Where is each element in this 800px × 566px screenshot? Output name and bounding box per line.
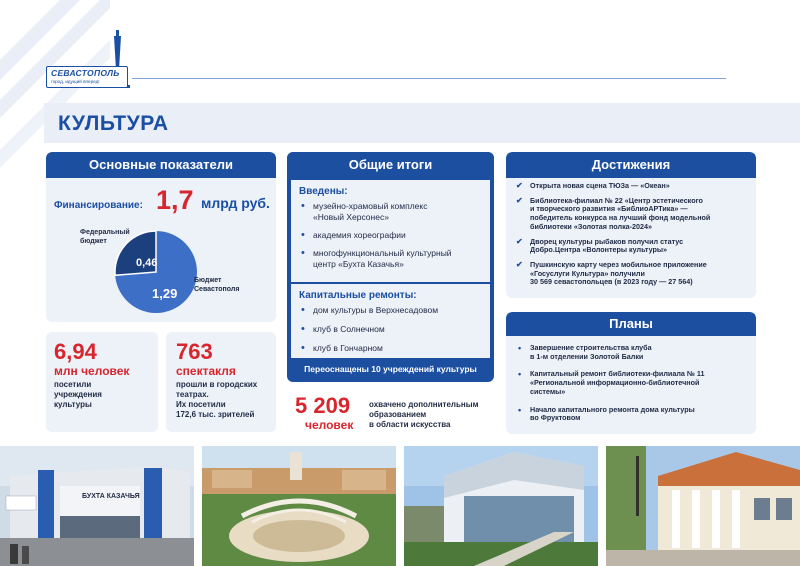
plays-line2: театрах. bbox=[176, 390, 209, 399]
city-budget-label bbox=[194, 276, 239, 294]
education-line3: в области искусства bbox=[369, 420, 451, 429]
introduced-item-line: • многофункциональный культурный bbox=[313, 248, 452, 258]
introduced-item bbox=[291, 230, 490, 241]
plan-item bbox=[516, 370, 746, 396]
visitors-desc bbox=[54, 380, 102, 410]
logo-subtitle: город, идущий вперед! bbox=[51, 79, 100, 84]
education-unit: человек bbox=[305, 418, 354, 432]
achievements-header: Достижения bbox=[506, 152, 756, 178]
education-stat bbox=[287, 392, 494, 434]
plan-item bbox=[516, 406, 746, 423]
achievement-line: Библиотека-филиал № 22 «Центр эстетического bbox=[530, 195, 703, 205]
visitors-unit: млн человек bbox=[54, 364, 130, 378]
introduced-item-line: «Новый Херсонес» bbox=[313, 212, 389, 222]
financing-label: Финансирование: bbox=[54, 200, 143, 211]
federal-value: 0,46 bbox=[136, 257, 158, 269]
repair-item: • клуб в Солнечном bbox=[291, 324, 490, 335]
achievement-item bbox=[516, 197, 746, 232]
city-logo bbox=[46, 30, 132, 90]
plays-line1: прошли в городских bbox=[176, 380, 258, 389]
page-title: КУЛЬТУРА bbox=[58, 112, 169, 135]
title-band bbox=[44, 103, 800, 143]
check-icon: ✔ bbox=[516, 259, 523, 269]
introduced-title: Введены: bbox=[299, 186, 348, 197]
repairs-section bbox=[291, 284, 490, 358]
plan-line: Начало капитального ремонта дома культуры bbox=[530, 404, 695, 414]
achievement-item bbox=[516, 238, 746, 255]
visitors-line2: учреждения bbox=[54, 390, 102, 399]
achievement-line: библиотеки «Золотая полка-2024» bbox=[530, 221, 653, 231]
achievement-line: и творческого развития «БиблиоАРТика» — bbox=[530, 204, 688, 214]
achievements-list bbox=[506, 178, 756, 287]
photo-choreography-academy bbox=[404, 446, 598, 566]
bullet-icon: • bbox=[518, 343, 522, 353]
plan-line: Капитальный ремонт библиотеки-филиала № 11 bbox=[530, 369, 705, 379]
introduced-item-line: • академия хореографии bbox=[313, 230, 406, 240]
plays-unit: спектакля bbox=[176, 364, 236, 378]
introduced-item bbox=[291, 201, 490, 223]
logo-title: СЕВАСТОПОЛЬ bbox=[51, 68, 120, 78]
plans-panel bbox=[506, 312, 756, 434]
logo-box bbox=[46, 66, 128, 88]
indicators-header: Основные показатели bbox=[46, 152, 276, 178]
education-value: 5 209 bbox=[295, 393, 351, 418]
repair-item: • дом культуры в Верхнесадовом bbox=[291, 305, 490, 316]
plans-list bbox=[506, 336, 756, 423]
plan-item bbox=[516, 344, 746, 361]
indicators-panel bbox=[46, 152, 276, 322]
plans-header: Планы bbox=[506, 312, 756, 336]
photo-rural-club bbox=[606, 446, 800, 566]
achievement-line: «Госуслуги Культура» получили bbox=[530, 268, 645, 278]
city-label-line2: Севастополя bbox=[194, 286, 240, 293]
introduced-item-line: • музейно-храмовый комплекс bbox=[313, 201, 428, 211]
education-line2: образованием bbox=[369, 410, 427, 419]
plan-line: «Региональной информационно-библиотечной bbox=[530, 378, 700, 388]
repair-item: • клуб в Гончарном bbox=[291, 343, 490, 354]
introduced-section bbox=[291, 180, 490, 282]
achievement-line: Открыта новая сцена ТЮЗа — «Океан» bbox=[530, 181, 670, 190]
bullet-icon: • bbox=[518, 369, 522, 380]
plays-stat bbox=[166, 332, 276, 432]
federal-label-line1: Федеральный bbox=[80, 229, 130, 236]
federal-label-line2: бюджет bbox=[80, 238, 107, 245]
plan-line: Завершение строительства клуба bbox=[530, 343, 652, 352]
header-divider bbox=[132, 78, 726, 79]
photo-culture-center bbox=[0, 446, 194, 566]
check-icon: ✔ bbox=[516, 181, 523, 190]
plan-line: в 1-м отделении Золотой Балки bbox=[530, 351, 644, 361]
check-icon: ✔ bbox=[516, 236, 523, 246]
achievement-line: победитель конкурса на лучший фонд модельной bbox=[530, 213, 711, 223]
plan-line: системы» bbox=[530, 386, 566, 396]
results-panel bbox=[287, 152, 494, 382]
introduced-item bbox=[291, 248, 490, 270]
introduced-item-line: центр «Бухта Казачья» bbox=[313, 259, 404, 269]
photo-new-chersonesus bbox=[202, 446, 396, 566]
visitors-line3: культуры bbox=[54, 400, 92, 409]
plays-value: 763 bbox=[176, 339, 213, 364]
achievement-line: 30 569 севастопольцев (в 2023 году — 27 564) bbox=[530, 277, 693, 287]
financing-value: 1,7 bbox=[156, 185, 194, 215]
city-label-line1: Бюджет bbox=[194, 277, 222, 284]
achievement-line: Пушкинскую карту через мобильное приложение bbox=[530, 259, 707, 269]
repairs-title: Капитальные ремонты: bbox=[299, 290, 417, 301]
plays-line3: Их посетили bbox=[176, 400, 226, 409]
achievement-item bbox=[516, 261, 746, 287]
achievement-line: Добро.Центра «Волонтеры культуры» bbox=[530, 245, 668, 255]
bullet-icon: • bbox=[518, 404, 522, 415]
achievement-line: Дворец культуры рыбаков получил статус bbox=[530, 236, 684, 246]
results-footer: Переоснащены 10 учреждений культуры bbox=[304, 364, 477, 374]
plays-line4: 172,6 тыс. зрителей bbox=[176, 410, 255, 419]
budget-pie-chart bbox=[114, 230, 198, 314]
achievement-item bbox=[516, 182, 746, 191]
visitors-value: 6,94 bbox=[54, 339, 97, 364]
check-icon: ✔ bbox=[516, 195, 523, 205]
building-sign: БУХТА КАЗАЧЬЯ bbox=[82, 493, 140, 500]
city-value: 1,29 bbox=[152, 286, 178, 301]
achievements-panel bbox=[506, 152, 756, 298]
education-desc bbox=[369, 400, 479, 430]
education-line1: охвачено дополнительным bbox=[369, 400, 479, 409]
results-header: Общие итоги bbox=[287, 152, 494, 178]
plan-line: во Фруктовом bbox=[530, 413, 581, 423]
visitors-stat bbox=[46, 332, 158, 432]
visitors-line1: посетили bbox=[54, 380, 92, 389]
financing-unit: млрд руб. bbox=[201, 195, 270, 211]
plays-desc bbox=[176, 380, 257, 420]
